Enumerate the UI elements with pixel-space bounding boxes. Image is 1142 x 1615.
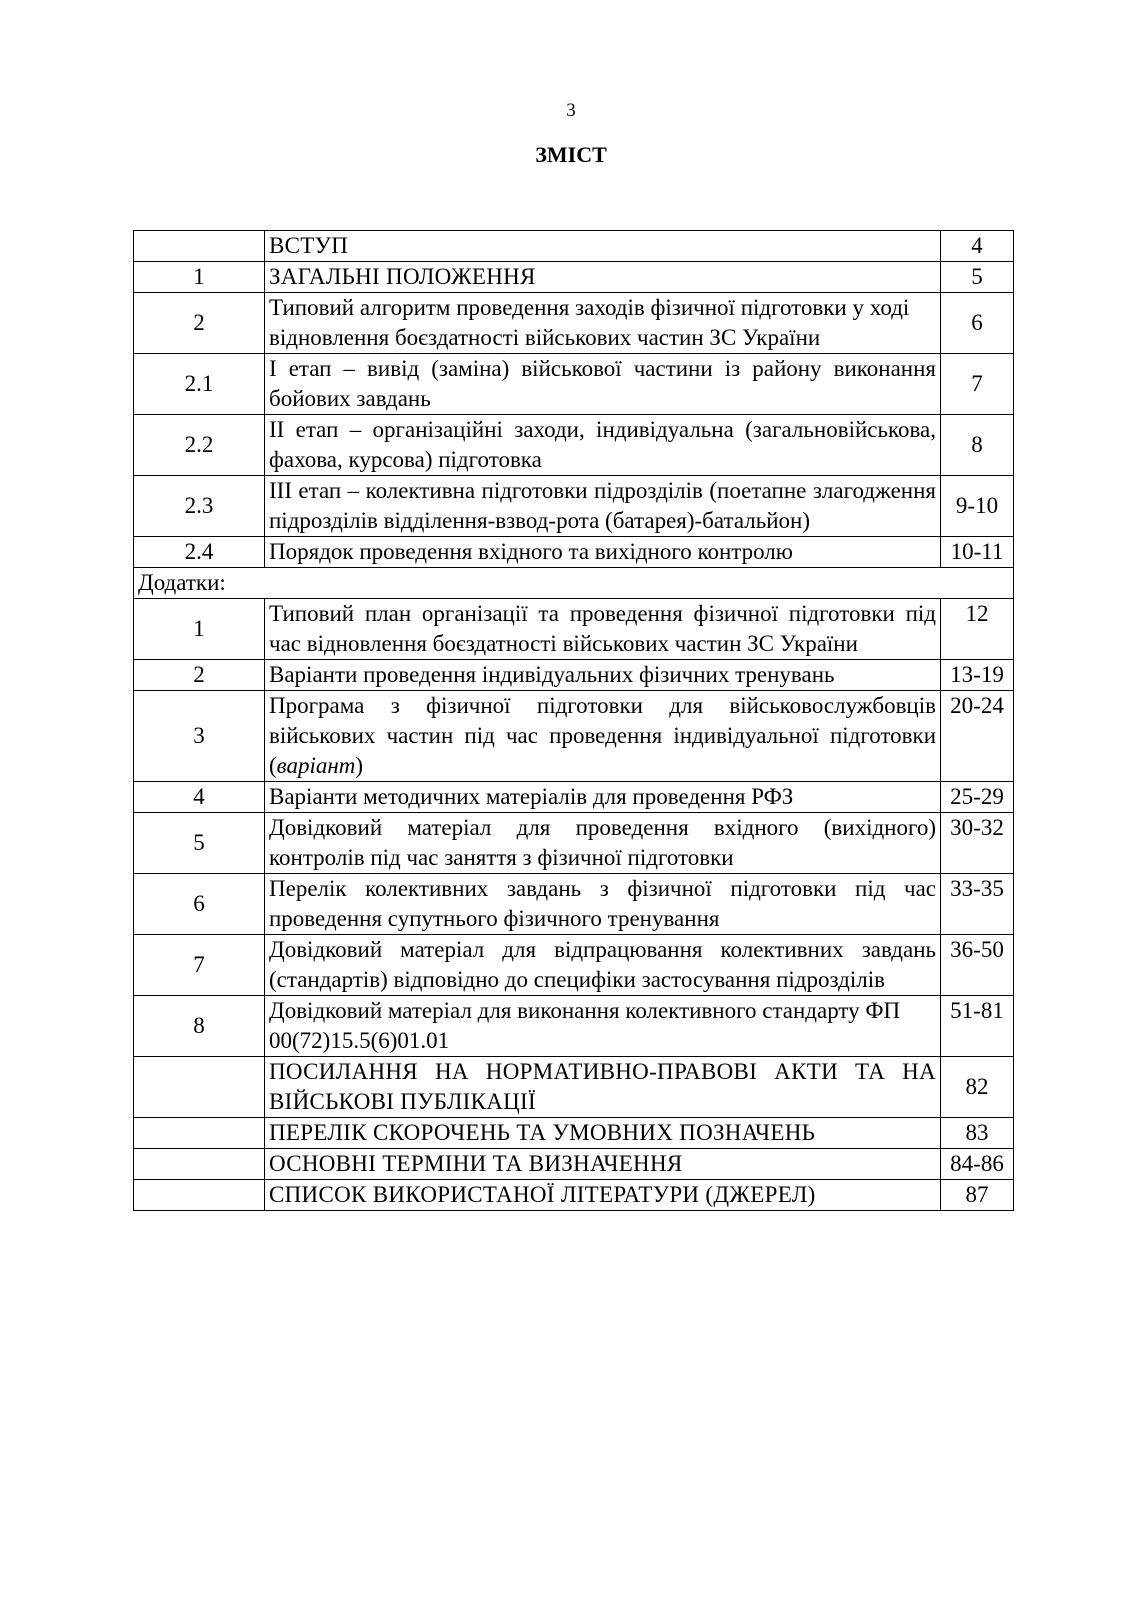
toc-number [134, 1057, 265, 1118]
toc-page: 84-86 [941, 1149, 1014, 1180]
appendix-page: 25-29 [941, 782, 1014, 813]
toc-page: 10-11 [941, 537, 1014, 568]
toc-page: 8 [941, 415, 1014, 476]
appendix-number: 5 [134, 813, 265, 874]
toc-title: Типовий алгоритм проведення заходів фізичної підготовки у ході відновлення боєздатності військових частин ЗС України [265, 293, 941, 354]
appendix-number: 7 [134, 935, 265, 996]
appendix-title: Довідковий матеріал для виконання колективного стандарту ФП 00(72)15.5(6)01.01 [265, 996, 941, 1057]
toc-number: 2 [134, 293, 265, 354]
toc-title: Порядок проведення вхідного та вихідного контролю [265, 537, 941, 568]
toc-title: ЗАГАЛЬНІ ПОЛОЖЕННЯ [265, 262, 941, 293]
toc-page: 6 [941, 293, 1014, 354]
toc-page: 83 [941, 1118, 1014, 1149]
toc-row [134, 935, 1014, 996]
page-title: ЗМІСТ [535, 142, 607, 167]
toc-title: І етап – вивід (заміна) військової частини із району виконання бойових завдань [265, 354, 941, 415]
toc-number: 2.2 [134, 415, 265, 476]
toc-row [134, 782, 1014, 813]
toc-page: 7 [941, 354, 1014, 415]
toc-row [134, 1118, 1014, 1149]
appendix-page: 33-35 [941, 874, 1014, 935]
appendix-title: Типовий план організації та проведення фізичної підготовки під час відновлення боєздатності військових частин ЗС України [265, 599, 941, 660]
toc-number [134, 1180, 265, 1211]
toc-number: 1 [134, 262, 265, 293]
toc-page: 87 [941, 1180, 1014, 1211]
toc-title: ІІІ етап – колективна підготовки підрозділів (поетапне злагодження підрозділів відділення-взвод-рота (батарея)-батальйон) [265, 476, 941, 537]
appendix-title-text: Програма з фізичної підготовки для військовослужбовців військових частин під час проведення індивідуальної підготовки ( [269, 693, 936, 778]
appendix-title: Варіанти проведення індивідуальних фізичних тренувань [265, 660, 941, 691]
appendix-number: 8 [134, 996, 265, 1057]
toc-row [134, 537, 1014, 568]
appendix-page: 13-19 [941, 660, 1014, 691]
appendix-number: 4 [134, 782, 265, 813]
toc-row [134, 1149, 1014, 1180]
appendix-number: 2 [134, 660, 265, 691]
toc-row [134, 1180, 1014, 1211]
appendix-number: 6 [134, 874, 265, 935]
appendix-header-row [134, 568, 1014, 599]
appendix-title: Варіанти методичних матеріалів для проведення РФЗ [265, 782, 941, 813]
toc-row [134, 1057, 1014, 1118]
appendix-page: 30-32 [941, 813, 1014, 874]
appendix-number: 3 [134, 691, 265, 782]
toc-row [134, 262, 1014, 293]
toc-row [134, 354, 1014, 415]
appendix-title: Перелік колективних завдань з фізичної підготовки під час проведення супутнього фізичного тренування [265, 874, 941, 935]
toc-title: ОСНОВНІ ТЕРМІНИ ТА ВИЗНАЧЕННЯ [265, 1149, 941, 1180]
toc-row [134, 813, 1014, 874]
toc-row [134, 996, 1014, 1057]
appendix-number: 1 [134, 599, 265, 660]
toc-number: 2.1 [134, 354, 265, 415]
appendix-page: 36-50 [941, 935, 1014, 996]
toc-title: ВСТУП [265, 231, 941, 262]
toc-row [134, 415, 1014, 476]
toc-title: ПОСИЛАННЯ НА НОРМАТИВНО-ПРАВОВІ АКТИ ТА НА ВІЙСЬКОВІ ПУБЛІКАЦІЇ [265, 1057, 941, 1118]
appendix-title-italic: варіант [276, 753, 356, 778]
appendix-title: Довідковий матеріал для відпрацювання колективних завдань (стандартів) відповідно до специфіки застосування підрозділів [265, 935, 941, 996]
toc-title: ПЕРЕЛІК СКОРОЧЕНЬ ТА УМОВНИХ ПОЗНАЧЕНЬ [265, 1118, 941, 1149]
toc-title: СПИСОК ВИКОРИСТАНОЇ ЛІТЕРАТУРИ (ДЖЕРЕЛ) [265, 1180, 941, 1211]
toc-page: 9-10 [941, 476, 1014, 537]
toc-number [134, 231, 265, 262]
page-number: 3 [566, 100, 576, 121]
appendix-title-end: ) [355, 753, 364, 778]
toc-page: 4 [941, 231, 1014, 262]
toc-number [134, 1118, 265, 1149]
toc-row [134, 293, 1014, 354]
appendix-title [265, 691, 941, 782]
toc-row [134, 231, 1014, 262]
appendix-label: Додатки: [134, 568, 1014, 599]
toc-number: 2.3 [134, 476, 265, 537]
toc-row [134, 691, 1014, 782]
toc-number: 2.4 [134, 537, 265, 568]
toc-page: 82 [941, 1057, 1014, 1118]
toc-row [134, 660, 1014, 691]
toc-row [134, 476, 1014, 537]
toc-table [133, 230, 1014, 1211]
appendix-page: 20-24 [941, 691, 1014, 782]
appendix-page: 12 [941, 599, 1014, 660]
toc-number [134, 1149, 265, 1180]
appendix-page: 51-81 [941, 996, 1014, 1057]
appendix-title: Довідковий матеріал для проведення вхідного (вихідного) контролів під час заняття з фізичної підготовки [265, 813, 941, 874]
toc-page: 5 [941, 262, 1014, 293]
toc-title: ІІ етап – організаційні заходи, індивідуальна (загальновійськова, фахова, курсова) підготовка [265, 415, 941, 476]
toc-row [134, 599, 1014, 660]
toc-row [134, 874, 1014, 935]
